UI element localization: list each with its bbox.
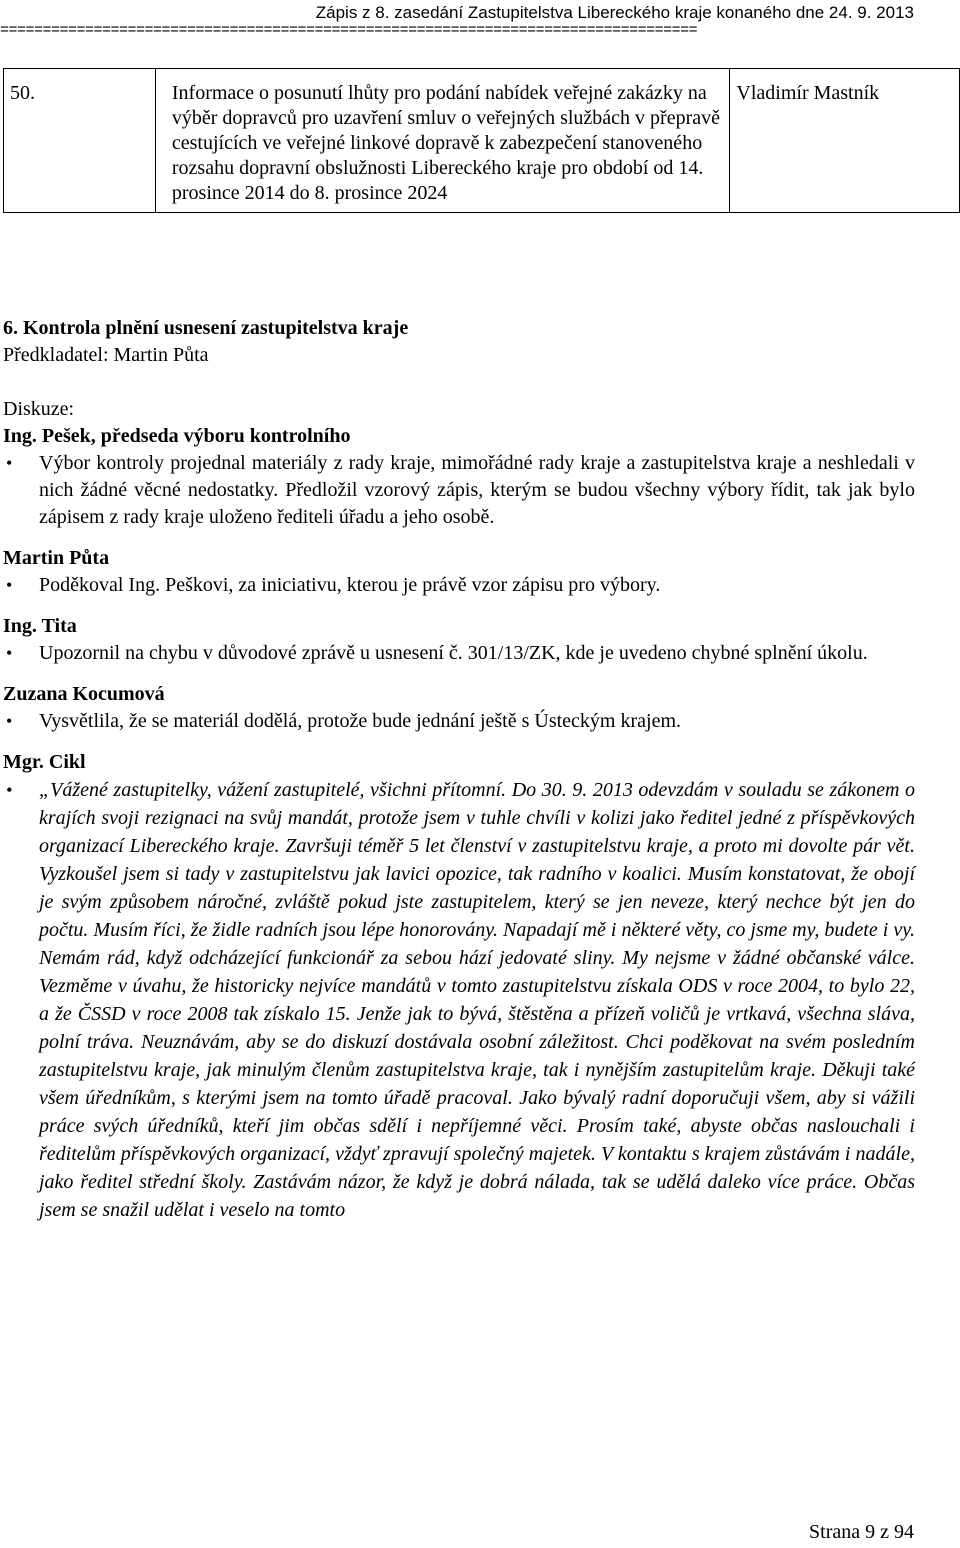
agenda-item-number: 50. [4, 69, 156, 213]
list-item: • Upozornil na chybu v důvodové zprávě u usnesení č. 301/13/ZK, kde je uvedeno chybné splnění úkolu. [3, 640, 915, 667]
speaker-name: Mgr. Cikl [3, 751, 86, 773]
speaker-block [3, 545, 915, 599]
speaker-block [3, 681, 915, 735]
list-item: • Vysvětlila, že se materiál dodělá, protože bude jednání ještě s Ústeckým krajem. [3, 708, 915, 735]
speaker-block [3, 613, 915, 667]
speaker-points [3, 572, 915, 599]
speaker-points [3, 776, 915, 1224]
agenda-item-presenter: Vladimír Mastník [730, 69, 960, 213]
bullet-icon: • [6, 453, 13, 473]
speaker-points [3, 640, 915, 667]
list-item: • Poděkoval Ing. Peškovi, za iniciativu, kterou je právě vzor zápisu pro výbory. [3, 572, 915, 599]
speaker-block [3, 749, 915, 1224]
list-item: • „Vážené zastupitelky, vážení zastupitelé, všichni přítomní. Do 30. 9. 2013 odevzdám v souladu se zákonem o krajích svoji rezignaci na svůj mandát, protože jsem v tuhle chvíli v kolizi jako ředitel jedné z příspěvkových organizací Libereckého kraje. Završuji téměř 5 let členství v zastupitelstvu kraje, a proto mi dovolte pár vět. Vyzkoušel jsem si tady v zastupitelstvu jak lavici opozice, tak radního v koalici. Musím konstatovat, že obojí je svým způsobem náročné, zvláště pokud jste zastupitelem, který se jen neveze, který nechce být jen do počtu. Musím říci, že židle radních jsou lépe honorovány. Napadají mě i některé věty, co jsme my, budete i vy. Nemám rád, když odcházející funkcionář za sebou hází jedovaté sliny. My nejsme v žádné občanské válce. Vezměme v úvahu, že historicky nejvíce mandátů v tomto zastupitelstvu získala ODS v roce 2004, to bylo 22, a že ČSSD v roce 2008 tak získalo 15. Jenže jak to bývá, štěstěna a přízeň voličů je vrtkavá, všechna sláva, polní tráva. Neuznávám, aby se do diskuzí dostávala osobní záležitost. Chci poděkovat na svém posledním zastupitelstvu kraje, jak minulým členům zastupitelstva kraje, tak i nynějším zastupitelům kraje. Děkuji také všem úředníkům, s kterými jsem na tomto úřadě pracoval. Jako bývalý radní doporučuji všem, aby si vážili práce svých úředníků, kteří jim občas sdělí i nepříjemné věci. Prosím také, abyste občas naslouchali i ředitelům příspěvkových organizací, vždyť zpravují společný majetek. V kontaktu s krajem zůstávám i nadále, jako ředitel střední školy. Zastávám názor, že když je dobrá nálada, tak se udělá daleko více práce. Občas jsem se snažil udělat i veselo na tomto [3, 776, 915, 1224]
speaker-points [3, 708, 915, 735]
speaker-name: Ing. Tita [3, 615, 77, 637]
agenda-item-description: Informace o posunutí lhůty pro podání nabídek veřejné zakázky na výběr dopravců pro uzavření smluv o veřejných službách v přepravě cestujících ve veřejné linkové dopravě k zabezpečení stanoveného rozsahu dopravní obslužnosti Libereckého kraje pro období od 14. prosince 2014 do 8. prosince 2024 [155, 69, 730, 213]
speaker-name: Ing. Pešek, předseda výboru kontrolního [3, 425, 351, 447]
header-rule: ================================================================================== [0, 22, 698, 39]
document-header-title: Zápis z 8. zasedání Zastupitelstva Libereckého kraje konaného dne 24. 9. 2013 [315, 3, 914, 22]
speaker-block [3, 423, 915, 531]
proposer-line: Předkladatel: Martin Půta [3, 344, 209, 366]
agenda-item-table [3, 68, 960, 213]
list-item: • Výbor kontroly projednal materiály z rady kraje, mimořádné rady kraje a zastupitelstva kraje a neshledali v nich žádné věcné nedostatky. Předložil vzorový zápis, kterým se budou všechny výbory řídit, tak jak bylo zápisem z rady kraje uloženo řediteli úřadu a jeho osobě. [6, 452, 915, 528]
bullet-icon: • [6, 711, 13, 731]
discussion-label: Diskuze: [3, 398, 75, 420]
section-title: 6. Kontrola plnění usnesení zastupitelstva kraje [3, 317, 409, 339]
agenda-item-row [4, 69, 960, 213]
speaker-name: Zuzana Kocumová [3, 683, 165, 705]
bullet-icon: • [6, 575, 13, 595]
minutes-body [3, 315, 915, 1224]
page-number: Strana 9 z 94 [809, 1521, 914, 1543]
speaker-points [3, 450, 915, 531]
speaker-name: Martin Půta [3, 547, 110, 569]
bullet-icon: • [6, 780, 13, 800]
bullet-icon: • [6, 643, 13, 663]
